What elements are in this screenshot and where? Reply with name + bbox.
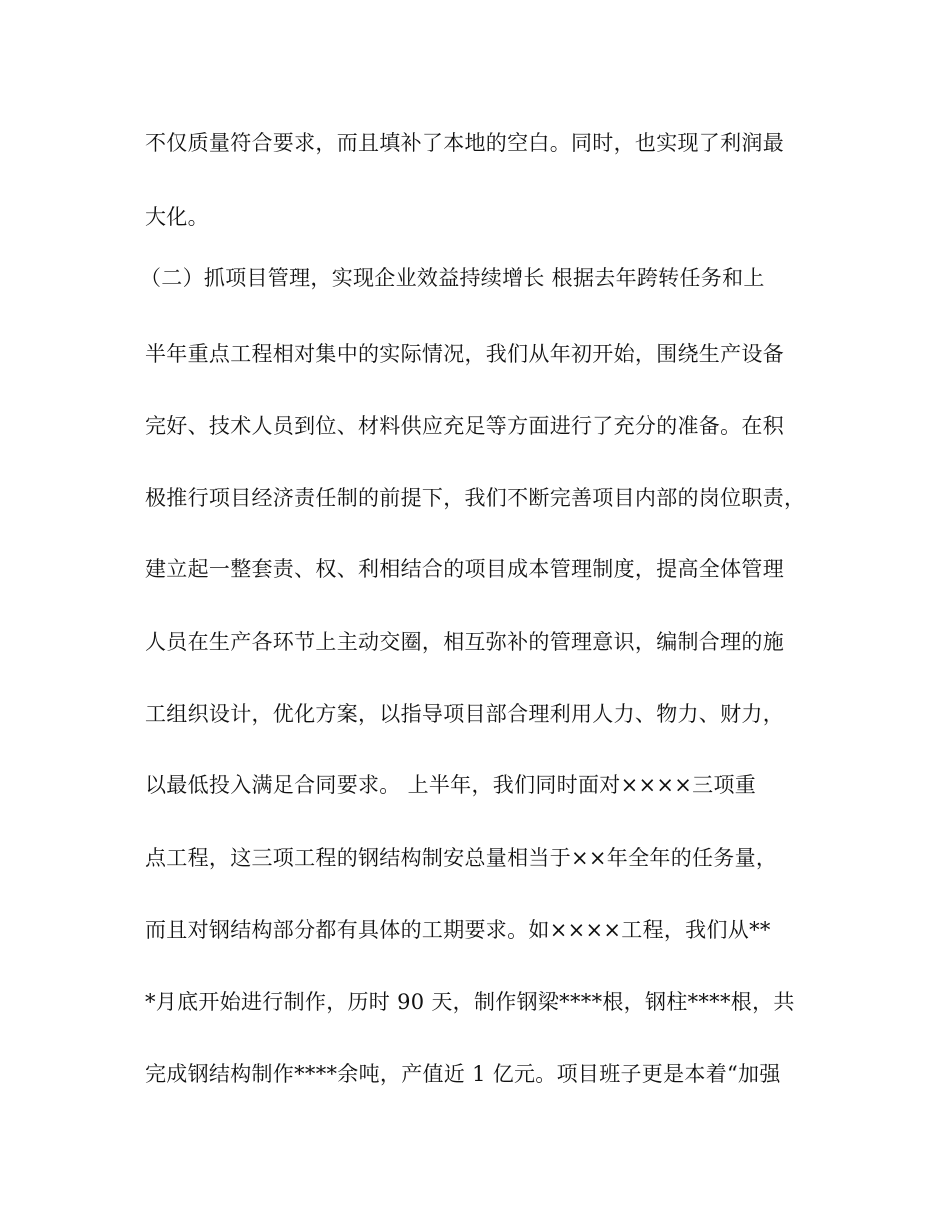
paragraph-line-8: 人员在生产各环节上主动交圈，相互弥补的管理意识，编制合理的施 [145, 630, 784, 654]
paragraph-line-1: 不仅质量符合要求，而且填补了本地的空白。同时，也实现了利润最 [145, 131, 784, 155]
paragraph-line-13: *月底开始进行制作，历时 90 天，制作钢梁****根，钢柱****根，共 [145, 990, 795, 1014]
section-heading-line: （二）抓项目管理，实现企业效益持续增长 根据去年跨转任务和上 [140, 266, 765, 290]
paragraph-line-12: 而且对钢结构部分都有具体的工期要求。如××××工程，我们从** [145, 918, 771, 942]
paragraph-line-2: 大化。 [145, 205, 209, 229]
paragraph-line-14: 完成钢结构制作****余吨，产值近 1 亿元。项目班子更是本着“加强 [145, 1062, 781, 1086]
paragraph-line-7: 建立起一整套责、权、利相结合的项目成本管理制度，提高全体管理 [145, 557, 784, 581]
paragraph-line-4: 半年重点工程相对集中的实际情况，我们从年初开始，围绕生产设备 [145, 342, 784, 366]
paragraph-line-11: 点工程，这三项工程的钢结构制安总量相当于××年全年的任务量， [145, 846, 778, 870]
paragraph-line-5: 完好、技术人员到位、材料供应充足等方面进行了充分的准备。在积 [145, 414, 784, 438]
paragraph-line-9: 工组织设计，优化方案，以指导项目部合理利用人力、物力、财力， [145, 702, 784, 726]
paragraph-line-10: 以最低投入满足合同要求。 上半年，我们同时面对××××三项重 [145, 773, 757, 797]
paragraph-line-6: 极推行项目经济责任制的前提下，我们不断完善项目内部的岗位职责， [145, 486, 806, 510]
